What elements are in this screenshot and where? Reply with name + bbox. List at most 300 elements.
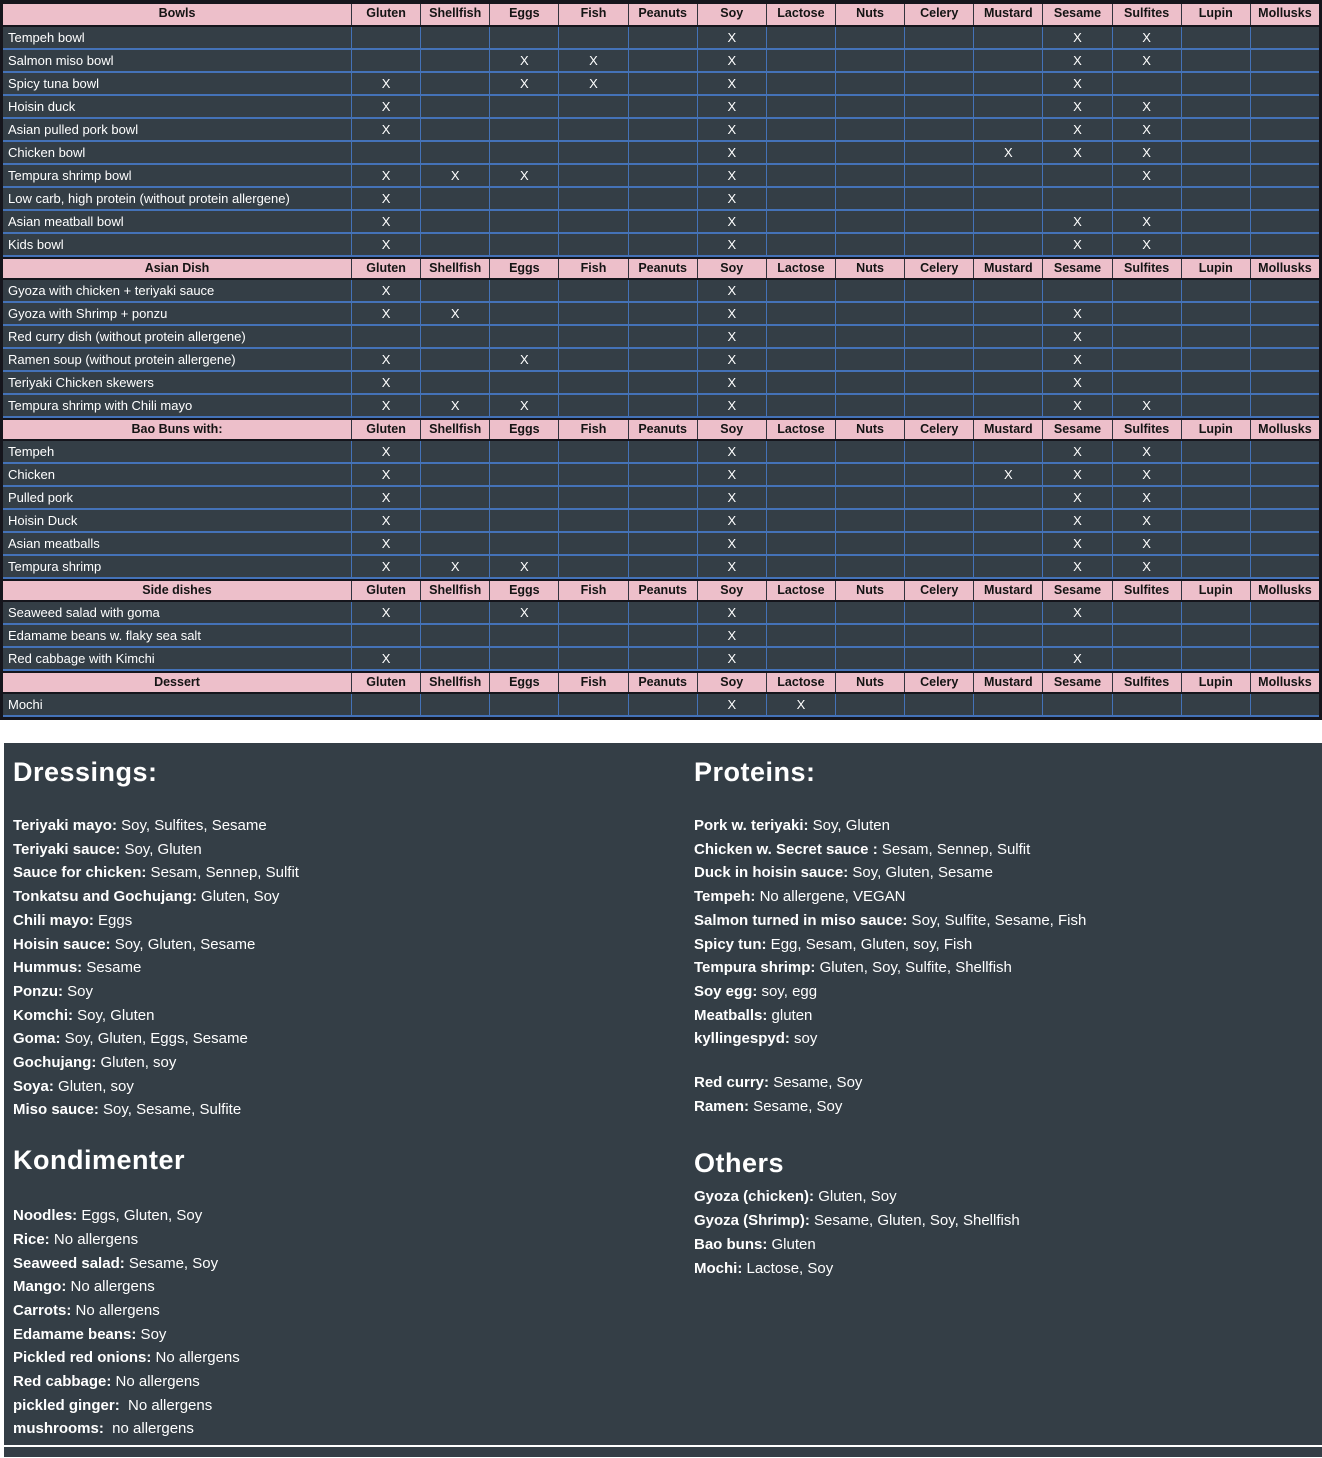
allergen-mark-cell: [558, 234, 627, 255]
allergen-column-header: Celery: [904, 420, 973, 439]
allergen-mark-cell: [558, 119, 627, 140]
allergen-column-header: Mollusks: [1250, 673, 1319, 692]
allergen-mark-cell: [904, 625, 973, 646]
allergen-column-header: Mollusks: [1250, 259, 1319, 278]
allergen-mark-cell: [558, 211, 627, 232]
allergen-entry: Carrots: No allergens: [13, 1301, 160, 1319]
allergen-mark-cell: [489, 326, 558, 347]
allergen-mark-cell: [1250, 441, 1319, 462]
allergen-mark-cell: X: [558, 73, 627, 94]
allergen-mark-cell: X: [697, 625, 766, 646]
dish-row: [3, 50, 1319, 73]
allergen-mark-cell: X: [1112, 441, 1181, 462]
allergen-mark-cell: [1250, 211, 1319, 232]
allergen-mark-cell: [904, 372, 973, 393]
dish-row: [3, 119, 1319, 142]
allergen-mark-cell: [1181, 625, 1250, 646]
allergen-entry: Sauce for chicken: Sesam, Sennep, Sulfit: [13, 864, 299, 882]
allergen-mark-cell: X: [766, 694, 835, 715]
allergen-mark-cell: X: [351, 73, 420, 94]
allergen-mark-cell: [558, 372, 627, 393]
allergen-mark-cell: [420, 73, 489, 94]
allergen-mark-cell: X: [697, 280, 766, 301]
allergen-mark-cell: [1250, 27, 1319, 48]
allergen-mark-cell: [1250, 556, 1319, 577]
allergen-mark-cell: [420, 349, 489, 370]
allergen-mark-cell: [1042, 694, 1111, 715]
allergen-mark-cell: [1112, 188, 1181, 209]
allergen-mark-cell: [1181, 556, 1250, 577]
allergen-mark-cell: [835, 556, 904, 577]
allergen-mark-cell: [558, 441, 627, 462]
allergen-mark-cell: [420, 119, 489, 140]
allergen-mark-cell: [558, 165, 627, 186]
allergen-column-header: Soy: [697, 673, 766, 692]
allergen-mark-cell: [835, 119, 904, 140]
allergen-mark-cell: X: [1042, 602, 1111, 623]
allergen-column-header: Lactose: [766, 4, 835, 25]
allergen-mark-cell: [489, 280, 558, 301]
dish-row: [3, 487, 1319, 510]
proteins-heading: Proteins:: [694, 757, 816, 787]
allergen-mark-cell: X: [697, 694, 766, 715]
allergen-column-header: Mollusks: [1250, 581, 1319, 600]
allergen-mark-cell: [1250, 234, 1319, 255]
allergen-mark-cell: [1181, 510, 1250, 531]
allergen-column-header: Lupin: [1181, 581, 1250, 600]
bottom-strip: [4, 1447, 1322, 1457]
allergen-column-header: Sulfites: [1112, 420, 1181, 439]
dish-name: Tempura shrimp with Chili mayo: [8, 398, 193, 413]
allergen-mark-cell: [420, 211, 489, 232]
dish-name: Hoisin Duck: [8, 513, 78, 528]
allergen-mark-cell: [904, 142, 973, 163]
allergen-mark-cell: [973, 234, 1042, 255]
allergen-mark-cell: [489, 27, 558, 48]
allergen-mark-cell: X: [697, 395, 766, 416]
allergen-mark-cell: X: [489, 602, 558, 623]
allergen-mark-cell: X: [351, 211, 420, 232]
allergen-mark-cell: [351, 625, 420, 646]
allergen-mark-cell: [973, 510, 1042, 531]
allergen-mark-cell: [1112, 349, 1181, 370]
allergen-mark-cell: X: [1042, 119, 1111, 140]
allergen-entry: Pickled red onions: No allergens: [13, 1349, 240, 1367]
allergen-mark-cell: [558, 142, 627, 163]
allergen-mark-cell: [628, 142, 697, 163]
allergen-mark-cell: [904, 326, 973, 347]
allergen-column-header: Peanuts: [628, 4, 697, 25]
dish-name: Asian meatball bowl: [8, 214, 124, 229]
allergen-mark-cell: X: [1042, 326, 1111, 347]
allergen-mark-cell: [973, 694, 1042, 715]
allergen-mark-cell: [351, 27, 420, 48]
allergen-mark-cell: [1250, 648, 1319, 669]
allergen-mark-cell: X: [351, 464, 420, 485]
allergen-mark-cell: X: [1042, 142, 1111, 163]
allergen-mark-cell: [835, 280, 904, 301]
allergen-mark-cell: [904, 50, 973, 71]
allergen-mark-cell: X: [420, 303, 489, 324]
allergen-mark-cell: X: [1112, 464, 1181, 485]
allergen-mark-cell: [420, 50, 489, 71]
allergen-column-header: Soy: [697, 581, 766, 600]
allergen-mark-cell: X: [697, 372, 766, 393]
allergen-mark-cell: X: [1112, 234, 1181, 255]
allergen-mark-cell: [1250, 119, 1319, 140]
allergen-table: [0, 0, 1322, 720]
section-title: Bao Buns with:: [131, 422, 223, 436]
allergen-mark-cell: [1181, 395, 1250, 416]
allergen-mark-cell: [904, 73, 973, 94]
allergen-mark-cell: [835, 464, 904, 485]
others-list: [694, 1185, 1312, 1280]
allergen-column-header: Mustard: [973, 673, 1042, 692]
allergen-mark-cell: [766, 50, 835, 71]
allergen-mark-cell: [489, 96, 558, 117]
allergen-column-header: Shellfish: [420, 581, 489, 600]
allergen-mark-cell: X: [351, 165, 420, 186]
dish-row: [3, 648, 1319, 671]
allergen-entry: Soya: Gluten, soy: [13, 1077, 134, 1095]
allergen-mark-cell: X: [351, 96, 420, 117]
allergen-mark-cell: [489, 487, 558, 508]
allergen-column-header: Soy: [697, 420, 766, 439]
allergen-column-header: Lactose: [766, 259, 835, 278]
allergen-column-header: Shellfish: [420, 420, 489, 439]
allergen-mark-cell: [558, 464, 627, 485]
allergen-mark-cell: [420, 326, 489, 347]
allergen-mark-cell: [835, 625, 904, 646]
allergen-mark-cell: [835, 73, 904, 94]
section-title: Bowls: [158, 6, 196, 20]
allergen-mark-cell: [628, 625, 697, 646]
allergen-mark-cell: [835, 188, 904, 209]
allergen-mark-cell: [489, 119, 558, 140]
allergen-mark-cell: [628, 602, 697, 623]
allergen-entry: Soy egg: soy, egg: [694, 982, 818, 1000]
allergen-mark-cell: X: [697, 119, 766, 140]
allergen-mark-cell: [558, 602, 627, 623]
allergen-mark-cell: [351, 50, 420, 71]
allergen-mark-cell: [1181, 694, 1250, 715]
allergen-entry: Duck in hoisin sauce: Soy, Gluten, Sesame: [694, 864, 994, 882]
allergen-mark-cell: [628, 27, 697, 48]
allergen-mark-cell: [420, 464, 489, 485]
allergen-mark-cell: [973, 556, 1042, 577]
allergen-mark-cell: [904, 648, 973, 669]
allergen-mark-cell: [766, 602, 835, 623]
allergen-mark-cell: [904, 510, 973, 531]
allergen-mark-cell: [1112, 280, 1181, 301]
allergen-mark-cell: [628, 280, 697, 301]
dish-name: Pulled pork: [8, 490, 74, 505]
allergen-mark-cell: [835, 349, 904, 370]
allergen-column-header: Celery: [904, 581, 973, 600]
allergen-mark-cell: X: [1042, 556, 1111, 577]
allergen-mark-cell: [835, 303, 904, 324]
allergen-mark-cell: X: [351, 556, 420, 577]
dish-row: [3, 441, 1319, 464]
allergen-mark-cell: [420, 510, 489, 531]
allergen-entry: Noodles: Eggs, Gluten, Soy: [13, 1207, 203, 1225]
allergen-mark-cell: [904, 96, 973, 117]
allergen-mark-cell: [973, 96, 1042, 117]
allergen-column-header: Gluten: [351, 581, 420, 600]
allergen-mark-cell: [628, 326, 697, 347]
allergen-entry: Chicken w. Secret sauce : Sesam, Sennep, Sulfit: [694, 840, 1031, 858]
allergen-mark-cell: X: [1112, 119, 1181, 140]
allergen-mark-cell: [558, 395, 627, 416]
allergen-mark-cell: X: [420, 395, 489, 416]
allergen-mark-cell: [489, 648, 558, 669]
allergen-mark-cell: [766, 395, 835, 416]
allergen-mark-cell: [1042, 280, 1111, 301]
allergen-mark-cell: [973, 27, 1042, 48]
allergen-column-header: Peanuts: [628, 259, 697, 278]
allergen-mark-cell: X: [351, 533, 420, 554]
allergen-mark-cell: X: [351, 280, 420, 301]
allergen-mark-cell: [351, 694, 420, 715]
dish-row: [3, 533, 1319, 556]
allergen-mark-cell: [766, 625, 835, 646]
dish-row: [3, 694, 1319, 717]
allergen-mark-cell: X: [697, 50, 766, 71]
allergen-mark-cell: [766, 349, 835, 370]
allergen-mark-cell: [904, 556, 973, 577]
dish-name: Seaweed salad with goma: [8, 605, 160, 620]
allergen-column-header: Lactose: [766, 673, 835, 692]
allergen-column-header: Eggs: [489, 673, 558, 692]
allergen-mark-cell: [628, 487, 697, 508]
allergen-mark-cell: [973, 349, 1042, 370]
allergen-mark-cell: [904, 165, 973, 186]
allergen-mark-cell: [558, 694, 627, 715]
allergen-mark-cell: X: [697, 27, 766, 48]
allergen-mark-cell: [904, 441, 973, 462]
allergen-mark-cell: X: [697, 188, 766, 209]
allergen-mark-cell: [973, 648, 1042, 669]
allergen-mark-cell: [558, 533, 627, 554]
allergen-mark-cell: [351, 326, 420, 347]
allergen-column-header: Soy: [697, 259, 766, 278]
allergen-mark-cell: X: [1112, 510, 1181, 531]
allergen-mark-cell: [973, 50, 1042, 71]
allergen-mark-cell: [835, 441, 904, 462]
allergen-column-header: Soy: [697, 4, 766, 25]
allergen-mark-cell: [558, 556, 627, 577]
allergen-column-header: Fish: [558, 420, 627, 439]
allergen-mark-cell: [489, 142, 558, 163]
allergen-mark-cell: [904, 464, 973, 485]
allergen-column-header: Sesame: [1042, 581, 1111, 600]
allergen-mark-cell: X: [973, 142, 1042, 163]
allergen-entry: Ramen: Sesame, Soy: [694, 1097, 843, 1115]
allergen-mark-cell: [489, 211, 558, 232]
allergen-column-header: Fish: [558, 259, 627, 278]
dish-row: [3, 349, 1319, 372]
allergen-mark-cell: [835, 533, 904, 554]
allergen-mark-cell: X: [973, 464, 1042, 485]
section-header-row: [3, 671, 1319, 694]
allergen-column-header: Peanuts: [628, 581, 697, 600]
section-title: Asian Dish: [144, 261, 210, 275]
allergen-mark-cell: X: [1112, 533, 1181, 554]
allergen-mark-cell: X: [1042, 533, 1111, 554]
allergen-entry: Tonkatsu and Gochujang: Gluten, Soy: [13, 888, 280, 906]
allergen-mark-cell: [766, 533, 835, 554]
allergen-mark-cell: [973, 441, 1042, 462]
allergen-mark-cell: X: [351, 441, 420, 462]
allergen-mark-cell: [904, 119, 973, 140]
allergen-column-header: Mustard: [973, 581, 1042, 600]
allergen-column-header: Eggs: [489, 420, 558, 439]
allergen-mark-cell: [973, 395, 1042, 416]
dish-name: Tempeh bowl: [8, 30, 85, 45]
allergen-mark-cell: [835, 27, 904, 48]
allergen-entry: Gyoza (Shrimp): Sesame, Gluten, Soy, Shellfish: [694, 1212, 1020, 1230]
panel-left-column: [4, 757, 694, 1445]
allergen-mark-cell: [766, 464, 835, 485]
allergen-mark-cell: [835, 648, 904, 669]
dish-name: Kids bowl: [8, 237, 64, 252]
allergen-column-header: Celery: [904, 673, 973, 692]
allergen-mark-cell: X: [558, 50, 627, 71]
dish-row: [3, 602, 1319, 625]
allergen-mark-cell: X: [1112, 165, 1181, 186]
allergen-mark-cell: X: [1042, 441, 1111, 462]
allergen-mark-cell: X: [489, 395, 558, 416]
allergen-mark-cell: [558, 487, 627, 508]
section-title: Side dishes: [142, 583, 212, 597]
dish-name: Low carb, high protein (without protein allergene): [8, 191, 290, 206]
allergen-column-header: Sesame: [1042, 673, 1111, 692]
allergen-column-header: Lupin: [1181, 259, 1250, 278]
allergen-mark-cell: X: [697, 303, 766, 324]
allergen-column-header: Nuts: [835, 581, 904, 600]
dish-row: [3, 188, 1319, 211]
allergen-mark-cell: X: [351, 303, 420, 324]
allergen-mark-cell: [904, 27, 973, 48]
allergen-mark-cell: [420, 188, 489, 209]
allergen-entry: pickled ginger: No allergens: [13, 1396, 213, 1414]
allergen-mark-cell: [489, 464, 558, 485]
allergen-column-header: Gluten: [351, 4, 420, 25]
allergen-mark-cell: [420, 487, 489, 508]
allergen-mark-cell: X: [697, 96, 766, 117]
allergen-column-header: Gluten: [351, 259, 420, 278]
allergen-mark-cell: [489, 188, 558, 209]
allergen-mark-cell: [904, 487, 973, 508]
allergen-mark-cell: [628, 303, 697, 324]
section-title: Dessert: [154, 675, 200, 689]
dish-name: Tempura shrimp: [8, 559, 102, 574]
allergen-mark-cell: [1250, 73, 1319, 94]
allergen-mark-cell: [420, 694, 489, 715]
allergen-mark-cell: [1181, 96, 1250, 117]
allergen-column-header: Sesame: [1042, 259, 1111, 278]
allergen-mark-cell: [628, 50, 697, 71]
section-header-row: [3, 579, 1319, 602]
allergen-mark-cell: [835, 372, 904, 393]
dish-row: [3, 234, 1319, 257]
allergen-mark-cell: [1181, 487, 1250, 508]
allergen-mark-cell: [1181, 27, 1250, 48]
allergen-column-header: Lupin: [1181, 4, 1250, 25]
allergen-mark-cell: [766, 487, 835, 508]
allergen-mark-cell: [1250, 625, 1319, 646]
allergen-mark-cell: [835, 96, 904, 117]
allergen-mark-cell: X: [1112, 27, 1181, 48]
allergen-mark-cell: [1250, 533, 1319, 554]
allergen-entry: Gyoza (chicken): Gluten, Soy: [694, 1188, 897, 1206]
allergen-entry: Edamame beans: Soy: [13, 1325, 167, 1343]
allergen-mark-cell: X: [1042, 510, 1111, 531]
allergen-entry: Teriyaki mayo: Soy, Sulfites, Sesame: [13, 817, 267, 834]
allergen-column-header: Mustard: [973, 4, 1042, 25]
allergen-mark-cell: X: [697, 142, 766, 163]
allergen-mark-cell: X: [697, 510, 766, 531]
allergen-mark-cell: [973, 73, 1042, 94]
allergen-mark-cell: [420, 234, 489, 255]
allergen-mark-cell: [1250, 487, 1319, 508]
allergen-column-header: Nuts: [835, 420, 904, 439]
allergen-column-header: Sesame: [1042, 420, 1111, 439]
allergen-entry: Spicy tun: Egg, Sesam, Gluten, soy, Fish: [694, 935, 973, 953]
allergen-mark-cell: [420, 27, 489, 48]
allergen-mark-cell: [1112, 602, 1181, 623]
allergen-mark-cell: [766, 510, 835, 531]
allergen-column-header: Shellfish: [420, 673, 489, 692]
dish-name: Mochi: [8, 697, 43, 712]
dish-row: [3, 326, 1319, 349]
allergen-entry: Miso sauce: Soy, Sesame, Sulfite: [13, 1101, 242, 1119]
section-header-row: [3, 4, 1319, 27]
allergen-column-header: Eggs: [489, 259, 558, 278]
dish-name: Asian meatballs: [8, 536, 100, 551]
dish-name: Red curry dish (without protein allergene): [8, 329, 246, 344]
allergen-mark-cell: X: [1112, 556, 1181, 577]
allergen-mark-cell: [904, 602, 973, 623]
allergen-mark-cell: X: [351, 602, 420, 623]
allergen-mark-cell: X: [1042, 395, 1111, 416]
allergen-entry: Mango: No allergens: [13, 1278, 155, 1296]
allergen-entry: Goma: Soy, Gluten, Eggs, Sesame: [13, 1030, 248, 1048]
allergen-mark-cell: [904, 395, 973, 416]
dish-row: [3, 556, 1319, 579]
allergen-mark-cell: [835, 602, 904, 623]
allergen-mark-cell: [973, 303, 1042, 324]
allergen-column-header: Eggs: [489, 4, 558, 25]
allergen-entry: Gochujang: Gluten, soy: [13, 1054, 177, 1072]
allergen-mark-cell: [489, 303, 558, 324]
dish-name: Gyoza with chicken + teriyaki sauce: [8, 283, 215, 298]
allergen-entry: Red cabbage: No allergens: [13, 1373, 200, 1391]
allergen-entry: Mochi: Lactose, Soy: [694, 1259, 834, 1277]
allergen-entry: Hoisin sauce: Soy, Gluten, Sesame: [13, 935, 256, 953]
allergen-mark-cell: [766, 441, 835, 462]
allergen-mark-cell: X: [697, 602, 766, 623]
dish-row: [3, 303, 1319, 326]
allergen-mark-cell: X: [351, 648, 420, 669]
allergen-entry: Tempura shrimp: Gluten, Soy, Sulfite, Shellfish: [694, 959, 1012, 977]
allergen-mark-cell: [628, 96, 697, 117]
allergen-entry: kyllingespyd: soy: [694, 1030, 818, 1048]
allergen-entry: Teriyaki sauce: Soy, Gluten: [13, 840, 202, 858]
allergen-mark-cell: [1181, 648, 1250, 669]
allergen-mark-cell: [628, 395, 697, 416]
dressings-heading: Dressings:: [13, 757, 158, 787]
